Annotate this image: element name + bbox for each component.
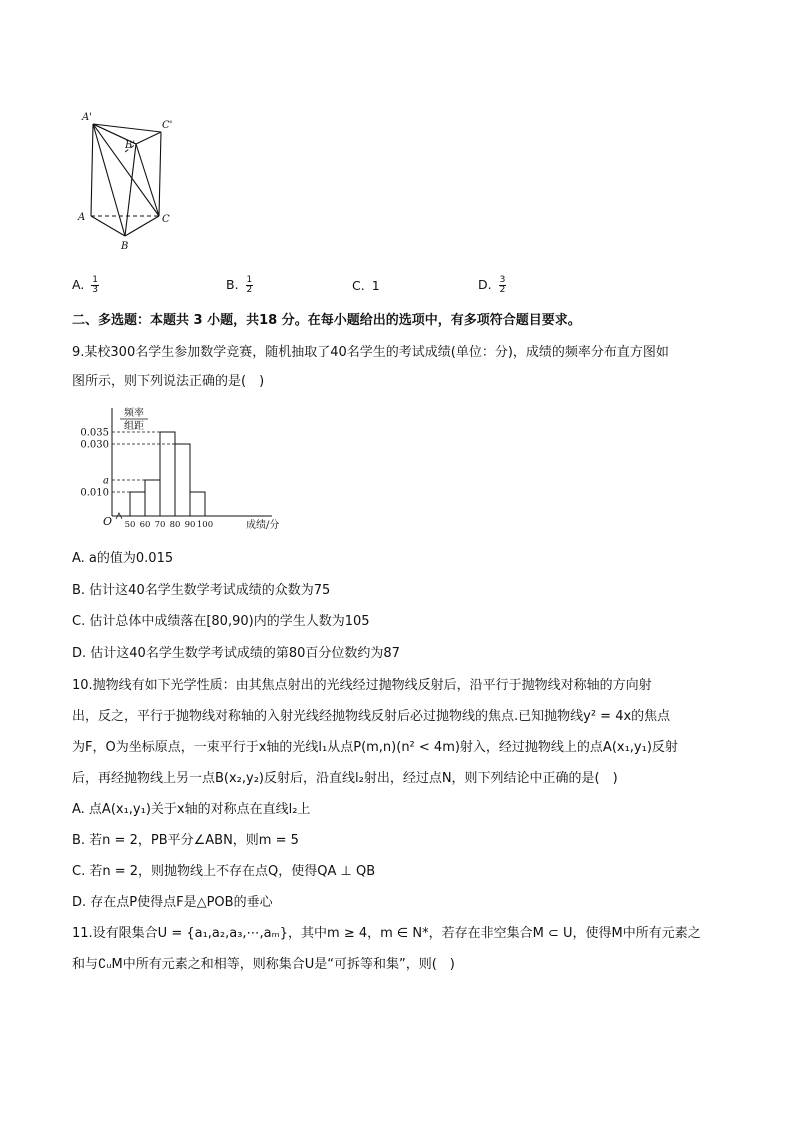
section-title: 二、多选题：本题共 3 小题，共18 分。在每小题给出的选项中，有多项符合题目要求。 xyxy=(72,313,581,328)
fraction: $\frac{1}{3}$ xyxy=(92,275,99,295)
y-axis-label: 组距 xyxy=(124,421,144,432)
q8-option-b[interactable]: B. $\frac{1}{2}$ xyxy=(226,275,253,295)
y-axis-label: 频率 xyxy=(124,408,144,419)
y-tick-label: 0.010 xyxy=(80,487,109,499)
q8-option-d[interactable]: D. $\frac{3}{2}$ xyxy=(478,275,506,295)
q10-stem-line3: 为F，O为坐标原点，一束平行于x轴的光线l₁从点P(m,n)(n² < 4m)射入，经过抛物线上的点A(x₁,y₁)反射 xyxy=(72,740,678,755)
q8-option-c[interactable]: C. 1 xyxy=(352,278,380,293)
vertex-c1: C' xyxy=(162,120,173,131)
histogram-bar xyxy=(160,432,175,516)
histogram-bar xyxy=(175,444,190,516)
x-tick-label: 100 xyxy=(196,520,214,530)
vertex-c: C xyxy=(162,214,170,225)
q9-option-c[interactable]: C. 估计总体中成绩落在[80,90)内的学生人数为105 xyxy=(72,614,370,629)
q10-option-d[interactable]: D. 存在点P使得点F是△POB的垂心 xyxy=(72,895,273,910)
y-tick-label: a xyxy=(103,475,109,487)
vertex-b1: B' xyxy=(125,140,136,151)
q9-option-d[interactable]: D. 估计这40名学生数学考试成绩的第80百分位数约为87 xyxy=(72,646,400,661)
x-tick-label: 60 xyxy=(139,520,151,530)
histogram-bar xyxy=(145,480,160,516)
x-tick-label: 50 xyxy=(124,520,136,530)
x-tick-label: 70 xyxy=(154,520,166,530)
histogram-bar xyxy=(190,492,205,516)
vertex-a1: A' xyxy=(82,112,92,123)
histogram-chart xyxy=(72,404,282,532)
q10-stem-line2: 出，反之，平行于抛物线对称轴的入射光线经抛物线反射后必过抛物线的焦点.已知抛物线y² = 4x的焦点 xyxy=(72,709,671,724)
q10-option-a[interactable]: A. 点A(x₁,y₁)关于x轴的对称点在直线l₂上 xyxy=(72,802,311,817)
q8-option-a[interactable]: A. $\frac{1}{3}$ xyxy=(72,275,99,295)
q9-stem-line1: 9.某校300名学生参加数学竞赛，随机抽取了40名学生的考试成绩(单位：分)，成绩的频率分布直方图如 xyxy=(72,345,669,360)
origin-label: O xyxy=(103,515,113,528)
histogram-bar xyxy=(130,492,145,516)
vertex-a: A xyxy=(78,212,86,223)
y-tick-label: 0.035 xyxy=(80,427,109,439)
vertex-b: B xyxy=(121,241,129,252)
x-tick-label: 90 xyxy=(184,520,196,530)
x-axis-label: 成绩/分 xyxy=(246,520,280,531)
q9-option-b[interactable]: B. 估计这40名学生数学考试成绩的众数为75 xyxy=(72,583,331,598)
x-tick-label: 80 xyxy=(169,520,181,530)
q9-stem-line2: 图所示，则下列说法正确的是( ) xyxy=(72,374,265,389)
fraction: $\frac{1}{2}$ xyxy=(246,275,253,295)
q10-option-b[interactable]: B. 若n = 2，PB平分∠ABN，则m = 5 xyxy=(72,833,299,848)
fraction: $\frac{3}{2}$ xyxy=(499,275,506,295)
q11-stem-line2: 和与∁ᵤM中所有元素之和相等，则称集合U是“可拆等和集”，则( ) xyxy=(72,957,455,972)
q10-stem-line1: 10.抛物线有如下光学性质：由其焦点射出的光线经过抛物线反射后，沿平行于抛物线对称轴的方向射 xyxy=(72,678,652,693)
y-tick-label: 0.030 xyxy=(80,439,109,451)
prism-figure xyxy=(72,108,182,253)
q11-stem-line1: 11.设有限集合U = {a₁,a₂,a₃,⋯,aₘ}，其中m ≥ 4，m ∈ N*，若存在非空集合M ⊂ U，使得M中所有元素之 xyxy=(72,926,701,941)
q9-option-a[interactable]: A. a的值为0.015 xyxy=(72,551,174,566)
q10-option-c[interactable]: C. 若n = 2，则抛物线上不存在点Q，使得QA ⊥ QB xyxy=(72,864,376,879)
q10-stem-line4: 后，再经抛物线上另一点B(x₂,y₂)反射后，沿直线l₂射出，经过点N，则下列结论中正确的是( ) xyxy=(72,771,618,786)
